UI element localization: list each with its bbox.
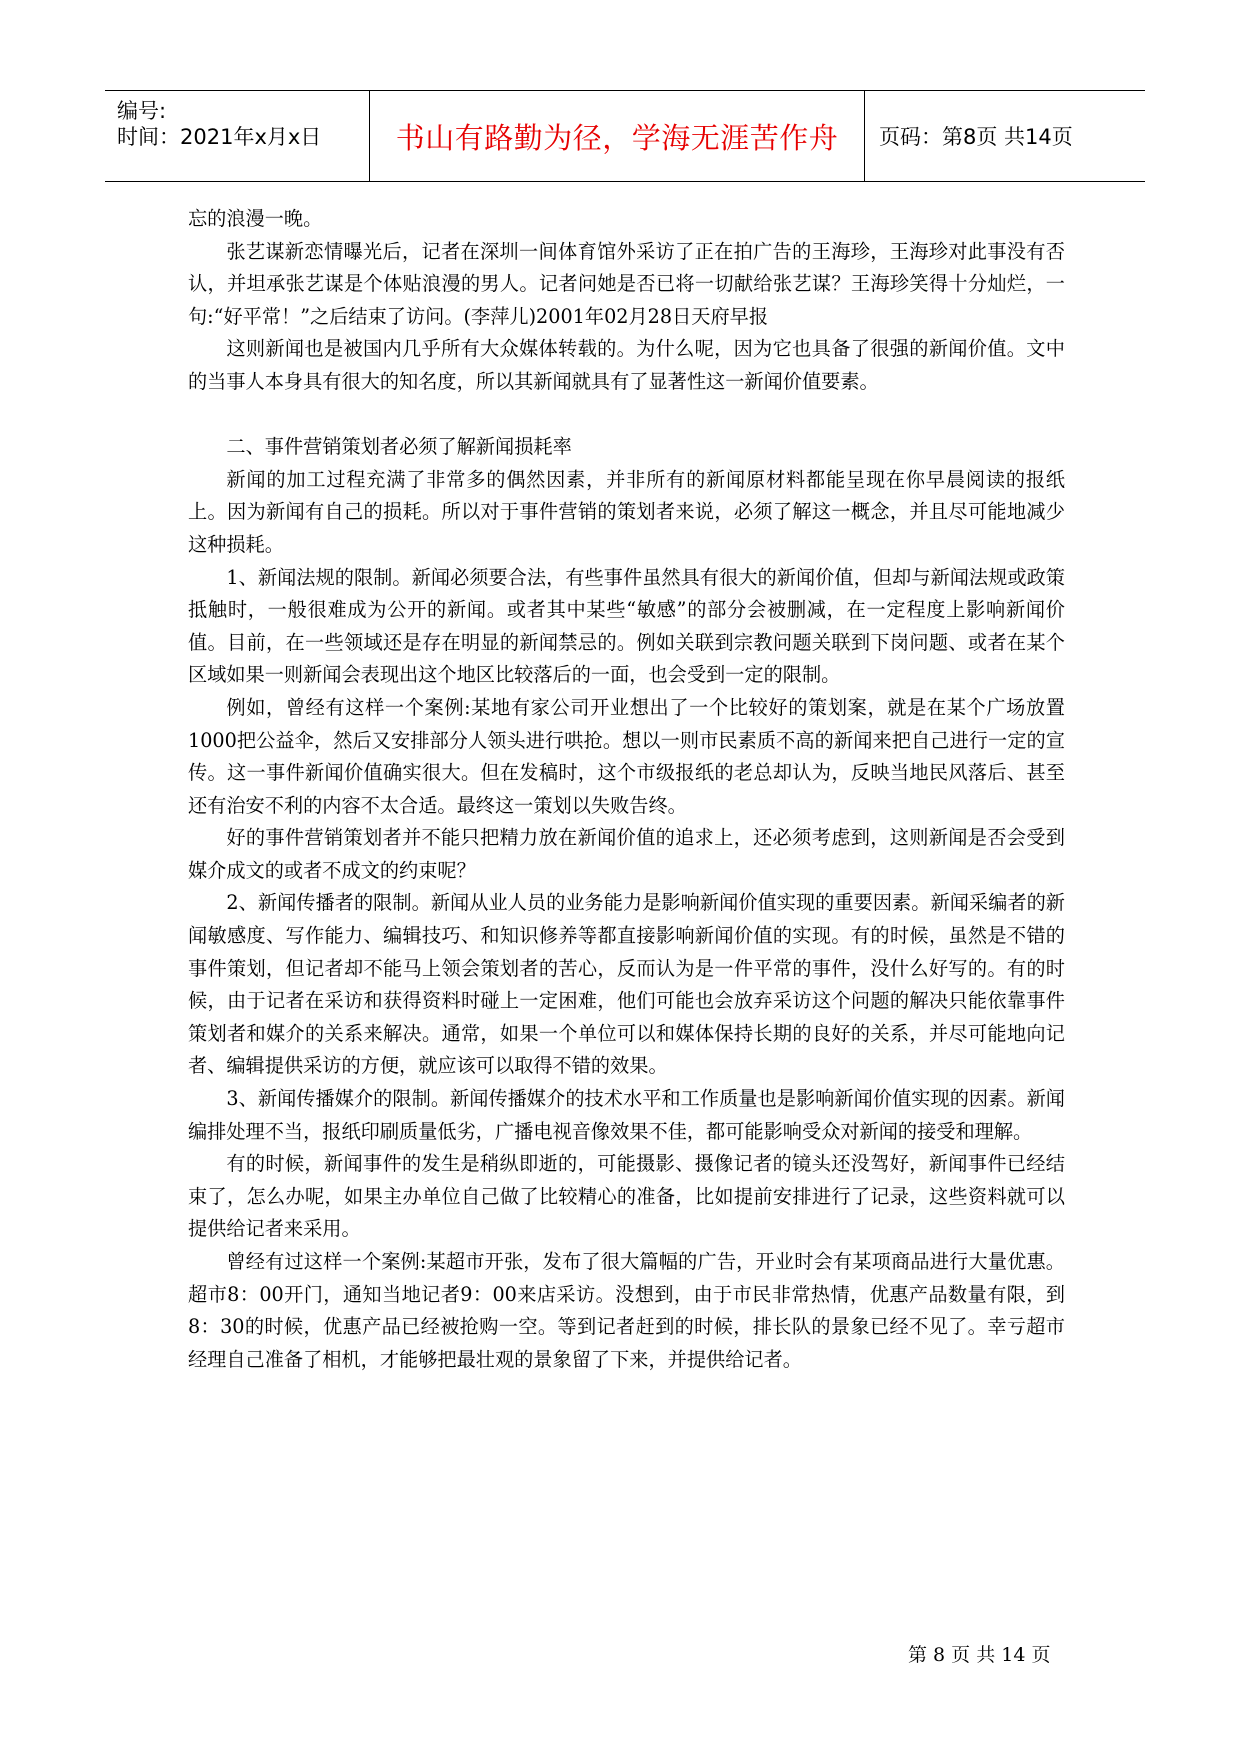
section-heading: 二、事件营销策划者必须了解新闻损耗率 — [226, 435, 572, 459]
paragraph: 曾经有过这样一个案例:某超市开张，发布了很大篇幅的广告，开业时会有某项商品进行大量优惠。超市8：00开门，通知当地记者9：00来店采访。没想到，由于市民非常热情，优惠产品数量有限，到8：30的时候，优惠产品已经被抢购一空。等到记者赶到的时候，排长队的景象已经不见了。幸亏超市经理自己准备了相机，才能够把最壮观的景象留了下来，并提供给记者。 — [188, 1250, 1065, 1371]
header-motto: 书山有路勤为径，学海无涯苦作舟 — [395, 120, 839, 155]
paragraph: 有的时候，新闻事件的发生是稍纵即逝的，可能摄影、摄像记者的镜头还没驾好，新闻事件已经结束了，怎么办呢，如果主办单位自己做了比较精心的准备，比如提前安排进行了记录，这些资料就可以提供给记者来采用。 — [188, 1152, 1065, 1241]
paragraph: 好的事件营销策划者并不能只把精力放在新闻价值的追求上，还必须考虑到，这则新闻是否会受到媒介成文的或者不成文的约束呢？ — [188, 826, 1065, 882]
header-motto-cell — [370, 91, 865, 181]
header-info-cell — [105, 91, 370, 181]
page-header — [105, 90, 1145, 182]
serial-number-label: 编号: — [117, 99, 167, 123]
header-page-number: 页码：第8页 共14页 — [879, 125, 1073, 149]
paragraph: 张艺谋新恋情曝光后，记者在深圳一间体育馆外采访了正在拍广告的王海珍，王海珍对此事没有否认，并坦承张艺谋是个体贴浪漫的男人。记者问她是否已将一切献给张艺谋？王海珍笑得十分灿烂，一句:“好平常！”之后结束了访问。(李萍儿)2001年02月28日天府早报 — [188, 239, 1065, 328]
paragraph: 新闻的加工过程充满了非常多的偶然因素，并非所有的新闻原材料都能呈现在你早晨阅读的报纸上。因为新闻有自己的损耗。所以对于事件营销的策划者来说，必须了解这一概念，并且尽可能地减少这种损耗。 — [188, 467, 1065, 556]
paragraph: 1、新闻法规的限制。新闻必须要合法，有些事件虽然具有很大的新闻价值，但却与新闻法规或政策抵触时，一般很难成为公开的新闻。或者其中某些“敏感”的部分会被删减，在一定程度上影响新闻价值。目前，在一些领域还是存在明显的新闻禁忌的。例如关联到宗教问题关联到下岗问题、或者在某个区域如果一则新闻会表现出这个地区比较落后的一面，也会受到一定的限制。 — [188, 565, 1065, 687]
paragraph: 忘的浪漫一晚。 — [188, 207, 323, 230]
header-page-cell — [865, 91, 1145, 181]
paragraph: 3、新闻传播媒介的限制。新闻传播媒介的技术水平和工作质量也是影响新闻价值实现的因素。新闻编排处理不当，报纸印刷质量低劣，广播电视音像效果不佳，都可能影响受众对新闻的接受和理解。 — [188, 1087, 1065, 1143]
date-label: 时间：2021年x月x日 — [117, 125, 322, 149]
paragraph-spacer — [188, 399, 1065, 432]
page-footer: 第 8 页 共 14 页 — [908, 1644, 1051, 1666]
paragraph: 这则新闻也是被国内几乎所有大众媒体转载的。为什么呢，因为它也具备了很强的新闻价值。文中的当事人本身具有很大的知名度，所以其新闻就具有了显著性这一新闻价值要素。 — [188, 337, 1065, 393]
paragraph: 2、新闻传播者的限制。新闻从业人员的业务能力是影响新闻价值实现的重要因素。新闻采编者的新闻敏感度、写作能力、编辑技巧、和知识修养等都直接影响新闻价值的实现。有的时候，虽然是不错的事件策划，但记者却不能马上领会策划者的苦心，反而认为是一件平常的事件，没什么好写的。有的时候，由于记者在采访和获得资料时碰上一定困难，他们可能也会放弃采访这个问题的解决只能依靠事件策划者和媒介的关系来解决。通常，如果一个单位可以和媒体保持长期的良好的关系，并尽可能地向记者、编辑提供采访的方便，就应该可以取得不错的效果。 — [188, 891, 1065, 1078]
article-body — [188, 203, 1065, 1376]
paragraph: 例如，曾经有这样一个案例:某地有家公司开业想出了一个比较好的策划案，就是在某个广场放置1000把公益伞，然后又安排部分人领头进行哄抢。想以一则市民素质不高的新闻来把自己进行一定的宣传。这一事件新闻价值确实很大。但在发稿时，这个市级报纸的老总却认为，反映当地民风落后、甚至还有治安不利的内容不太合适。最终这一策划以失败告终。 — [188, 695, 1065, 817]
